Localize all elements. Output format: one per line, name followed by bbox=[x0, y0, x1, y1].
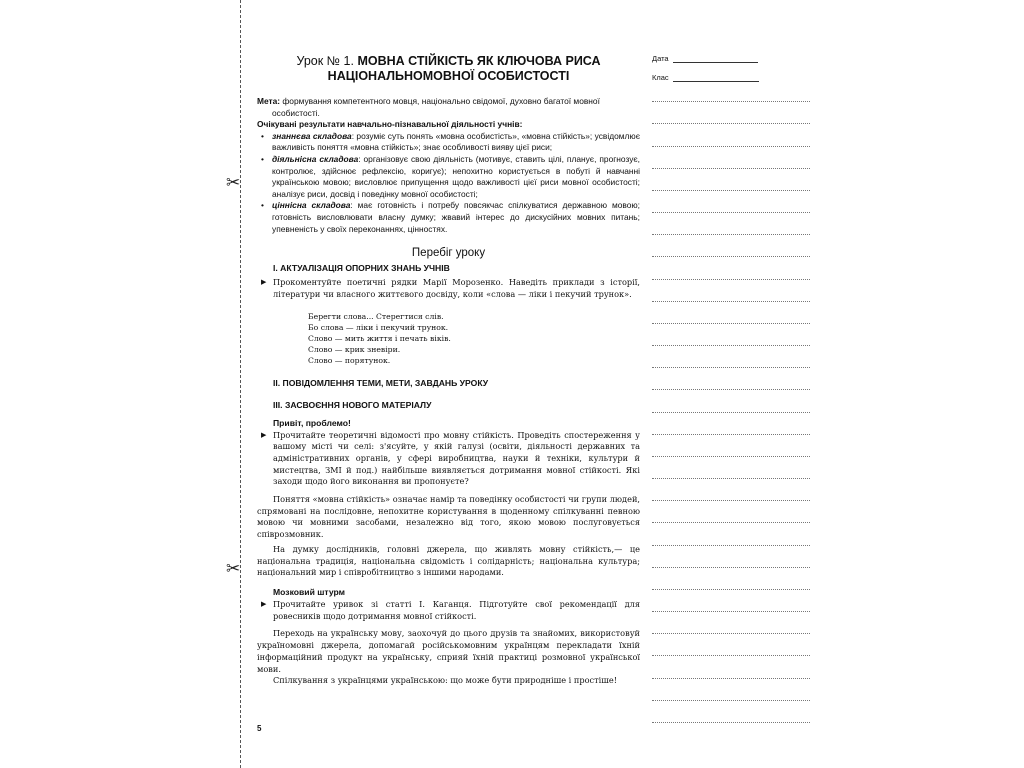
paragraph: Поняття «мовна стійкість» означає намір та поведінку особистості чи групи людей, спрямовані на послідовне, непохитне користування в щоденному спілкуванні певною мовою чи мовними засобами, незалежно від того, якою мовою послуговується співрозмовник. bbox=[257, 494, 640, 540]
note-line[interactable] bbox=[652, 478, 810, 479]
task: ▶ Прочитайте теоретичні відомості про мовну стійкість. Проведіть спостереження у вашому місті чи селі: з'ясуйте, у якій галузі (освіти, діяльності державних та адміністративних органів, у сфері виробництва, науки й техніки, культури й мистецтва, ЗМІ й под.) найбільше виявляється дотримання мовної стійкості. Які заходи щодо його виконання ви пропонуєте? bbox=[261, 429, 640, 487]
note-line[interactable] bbox=[652, 101, 810, 102]
page-number: 5 bbox=[257, 724, 262, 733]
poem-line: Слово — порятунок. bbox=[308, 356, 391, 366]
note-line[interactable] bbox=[652, 678, 810, 679]
note-line[interactable] bbox=[652, 123, 810, 124]
arrow-right-icon: ▶ bbox=[261, 278, 267, 287]
note-line[interactable] bbox=[652, 279, 810, 280]
subsection-heading: Мозковий штурм bbox=[273, 586, 345, 597]
note-line[interactable] bbox=[652, 367, 810, 368]
section-heading: ІІ. ПОВІДОМЛЕННЯ ТЕМИ, МЕТИ, ЗАВДАНЬ УРОКУ bbox=[273, 377, 489, 388]
arrow-right-icon: ▶ bbox=[261, 599, 267, 608]
subsection-heading: Привіт, проблемо! bbox=[273, 417, 351, 428]
lesson-title: Урок № 1. МОВНА СТІЙКІСТЬ ЯК КЛЮЧОВА РИСА НАЦІОНАЛЬНОМОВНОЇ ОСОБИСТОСТІ bbox=[296, 54, 601, 83]
poem bbox=[257, 311, 640, 367]
note-line[interactable] bbox=[652, 500, 810, 501]
note-line[interactable] bbox=[652, 456, 810, 457]
note-line[interactable] bbox=[652, 545, 810, 546]
note-line[interactable] bbox=[652, 323, 810, 324]
note-line[interactable] bbox=[652, 567, 810, 568]
scissors-icon: ✂ bbox=[226, 173, 241, 193]
list-item: • ціннісна складова: має готовність і потребу повсякчас спілкуватися державною мовою; готовність висловлювати власну думку; жвавий інтерес до дискусійних мовних питань; упевненість у своїх переконаннях, цінностях. bbox=[272, 200, 640, 235]
lesson-goal: Мета: формування компетентного мовця, національно свідомої, духовно багатої мовної особистості. bbox=[257, 96, 600, 118]
paragraph: Переходь на українську мову, заохочуй до цього друзів та знайомих, використовуй україномовні джерела, допомагай російськомовним українцям перекладати їхній інформаційний продукт на українську, сприяй їхній практиці розмовної української мови. bbox=[257, 628, 640, 674]
note-line[interactable] bbox=[652, 655, 810, 656]
task: ▶ Прочитайте уривок зі статті І. Каганця. Підготуйте свої рекомендації для ровесників щодо дотримання мовної стійкості. bbox=[261, 598, 640, 621]
lesson-content bbox=[257, 54, 640, 687]
note-line[interactable] bbox=[652, 212, 810, 213]
section-heading: ІІІ. ЗАСВОЄННЯ НОВОГО МАТЕРІАЛУ bbox=[273, 399, 432, 410]
note-line[interactable] bbox=[652, 389, 810, 390]
arrow-right-icon: ▶ bbox=[261, 430, 267, 439]
note-line[interactable] bbox=[652, 412, 810, 413]
note-line[interactable] bbox=[652, 522, 810, 523]
note-line[interactable] bbox=[652, 611, 810, 612]
list-item: • діяльнісна складова: організовує свою діяльність (мотивує, ставить цілі, планує, прогнозує, контролює, здійснює рефлексію, коригує); непохитно користується в побуті й навчанні українською мовою; висловлює припущення щодо важливості цієї риси мовної особистості; аналізує риси, досвід і поведінку мовної особистості; bbox=[272, 154, 640, 200]
note-line[interactable] bbox=[652, 256, 810, 257]
paragraph: Спілкування з українцями українською: що може бути природніше і простіше! bbox=[273, 675, 618, 686]
note-line[interactable] bbox=[652, 234, 810, 235]
cut-line bbox=[240, 0, 241, 768]
note-line[interactable] bbox=[652, 633, 810, 634]
list-item: • знаннєва складова: розуміє суть понять «мовна особистість», «мовна стійкість»; усвідомлює важливість поняття «мовна стійкість»; знає особливості вияву цієї риси; bbox=[272, 131, 640, 154]
note-line[interactable] bbox=[652, 700, 810, 701]
poem-line: Бо слова — ліки і пекучий трунок. bbox=[308, 322, 449, 332]
note-line[interactable] bbox=[652, 190, 810, 191]
date-field: Дата bbox=[652, 54, 758, 63]
note-line[interactable] bbox=[652, 434, 810, 435]
note-line[interactable] bbox=[652, 589, 810, 590]
note-line[interactable] bbox=[652, 168, 810, 169]
poem-line: Слово — мить життя і печать віків. bbox=[308, 333, 451, 343]
course-heading: Перебіг уроку bbox=[411, 247, 486, 260]
scissors-icon: ✂ bbox=[226, 559, 241, 579]
note-line[interactable] bbox=[652, 345, 810, 346]
note-line[interactable] bbox=[652, 146, 810, 147]
task: ▶ Прокоментуйте поетичні рядки Марії Морозенко. Наведіть приклади з історії, літератури чи власного життєвого досвіду, коли «слова — ліки і пекучий трунок». bbox=[261, 277, 640, 299]
note-line[interactable] bbox=[652, 722, 810, 723]
note-line[interactable] bbox=[652, 301, 810, 302]
expected-results-list bbox=[257, 131, 640, 235]
poem-line: Берегти слова... Стерегтися слів. bbox=[308, 311, 444, 321]
section-heading: І. АКТУАЛІЗАЦІЯ ОПОРНИХ ЗНАНЬ УЧНІВ bbox=[273, 263, 450, 274]
expected-results-heading: Очікувані результати навчально-пізнавальної діяльності учнів: bbox=[257, 119, 523, 130]
paragraph: На думку дослідників, головні джерела, що живлять мовну стійкість,— це національна традиція, національна свідомість і солідарність; національна культура; національний мир і співробітництво з іншими народами. bbox=[257, 543, 640, 578]
date-underline[interactable] bbox=[673, 54, 758, 63]
poem-line: Слово — крик зневіри. bbox=[308, 345, 401, 355]
class-field: Клас bbox=[652, 73, 759, 82]
class-underline[interactable] bbox=[673, 73, 759, 82]
